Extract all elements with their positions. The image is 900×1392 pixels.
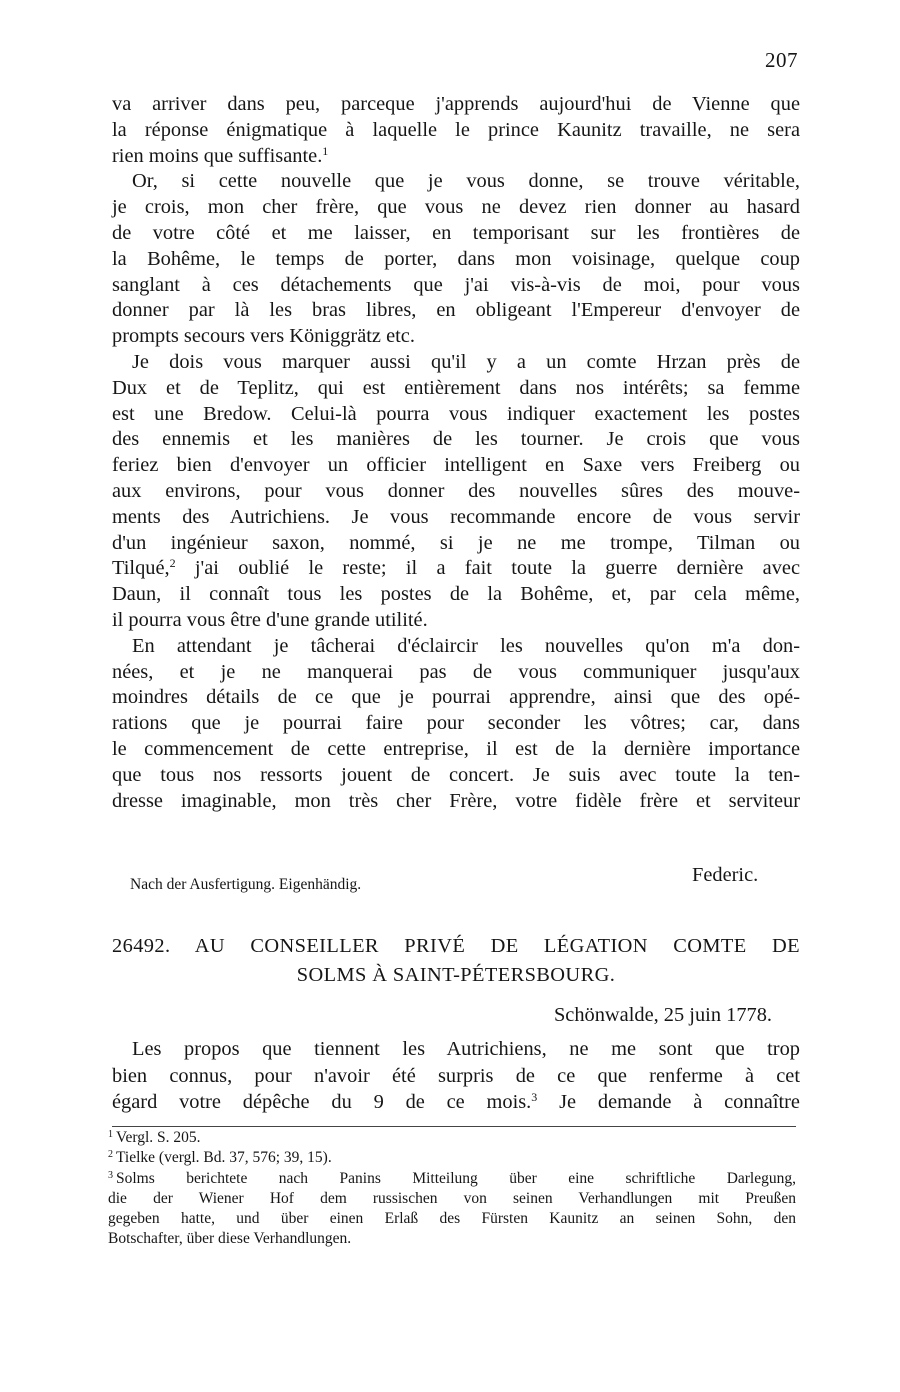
text-line <box>112 144 800 170</box>
text-line: nées, et je ne manquerai pas de vous communiquer jusqu'aux <box>112 660 800 683</box>
text-line <box>112 556 800 582</box>
footnote-ref: 3 <box>531 1090 538 1104</box>
letter-opening <box>112 1036 800 1116</box>
text-line: Daun, il connaît tous les postes de la Bohême, et, par cela même, <box>112 583 800 606</box>
footnote-continuation: die der Wiener Hof dem russischen von seinen Verhandlungen mit Preußen <box>108 1189 796 1207</box>
text-line: moindres détails de ce que je pourrai apprendre, ainsi que des opé- <box>112 686 800 709</box>
text-line: prompts secours vers Königgrätz etc. <box>112 325 415 348</box>
footnote-text: Vergl. S. 205. <box>116 1129 201 1146</box>
footnote-continuation: gegeben hatte, und über einen Erlaß des Fürsten Kaunitz an seinen Sohn, den <box>108 1210 796 1228</box>
text-line: que tous nos ressorts jouent de concert. Je suis avec toute la ten- <box>112 763 800 786</box>
footnote <box>108 1128 796 1148</box>
paragraph-4 <box>112 634 800 815</box>
heading-line: 26492. AU CONSEILLER PRIVÉ DE LÉGATION COMTE DE <box>112 935 800 957</box>
text-line: des ennemis et les manières de les tourner. Je crois que vous <box>112 428 800 451</box>
text-line: bien connus, pour n'avoir été surpris de ce que renferme à cet <box>112 1064 800 1087</box>
text-line: dresse imaginable, mon très cher Frère, votre fidèle frère et serviteur <box>112 789 800 812</box>
signature: Federic. <box>692 864 759 886</box>
page-number: 207 <box>765 48 798 72</box>
footnote-ref: 1 <box>322 143 329 158</box>
letter-body <box>112 92 800 814</box>
footnotes <box>108 1128 796 1250</box>
footnote <box>108 1169 796 1189</box>
text-line: Les propos que tiennent les Autrichiens, ne me sont que trop <box>132 1038 800 1060</box>
text-line: Je dois vous marquer aussi qu'il y a un comte Hrzan près de <box>132 350 800 373</box>
text-line: est une Bredow. Celui-là pourra vous indiquer exactement les postes <box>112 402 800 425</box>
footnote-continuation: Botschafter, über diese Verhandlungen. <box>108 1230 352 1248</box>
paragraph-1 <box>112 92 800 169</box>
footnote-ref: 2 <box>169 556 176 571</box>
text-line: Or, si cette nouvelle que je vous donne, se trouve véritable, <box>132 170 800 193</box>
text-line: sanglant à ces détachements que j'ai vis-à-vis de moi, pour vous <box>112 273 800 296</box>
text-line: la Bohême, le temps de porter, dans mon voisinage, quelque coup <box>112 247 800 270</box>
text-line: va arriver dans peu, parceque j'apprends aujourd'hui de Vienne que <box>112 93 800 115</box>
letter-heading <box>112 932 800 990</box>
source-note: Nach der Ausfertigung. Eigenhändig. <box>130 876 362 893</box>
text-line: le commencement de cette entreprise, il est de la dernière importance <box>112 737 800 760</box>
text-line: Dux et de Teplitz, qui est entièrement dans nos intérêts; sa femme <box>112 376 800 399</box>
text-line: il pourra vous être d'une grande utilité. <box>112 608 428 631</box>
paragraph-3 <box>112 350 800 634</box>
footnote-text: Tielke (vergl. Bd. 37, 576; 39, 15). <box>116 1149 332 1167</box>
dateline: Schönwalde, 25 juin 1778. <box>553 1004 772 1026</box>
footnote-mark: 3 <box>108 1169 113 1181</box>
text-line: donner par là les bras libres, en obligeant l'Empereur d'envoyer de <box>112 299 800 322</box>
text-line: feriez bien d'envoyer un officier intelligent en Saxe vers Freiberg ou <box>112 454 800 477</box>
text-line: rations que je pourrai faire pour seconder les vôtres; car, dans <box>112 712 800 735</box>
text-fragment: j'ai oublié le reste; il a fait toute la guerre dernière avec <box>175 557 800 580</box>
text-fragment: égard votre dépêche du 9 de ce mois. <box>112 1091 532 1113</box>
text-line: aux environs, pour vous donner des nouvelles sûres des mouve- <box>112 479 800 502</box>
footnote-divider <box>112 1126 796 1127</box>
text-line: En attendant je tâcherai d'éclaircir les nouvelles qu'on m'a don- <box>132 634 800 657</box>
footnote-mark: 1 <box>108 1129 113 1140</box>
heading-line: SOLMS À SAINT-PÉTERSBOURG. <box>296 964 616 986</box>
footnote-text: Solms berichtete nach Panins Mitteilung über eine schriftliche Darlegung, <box>116 1169 796 1187</box>
paragraph-2 <box>112 169 800 350</box>
text-line <box>112 1089 800 1116</box>
footnote <box>108 1148 796 1168</box>
text-fragment: rien moins que suffisante. <box>112 144 323 167</box>
text-fragment: Tilqué, <box>112 557 170 580</box>
text-fragment: Je demande à connaître <box>537 1091 800 1113</box>
text-line: je crois, mon cher frère, que vous ne devez rien donner au hasard <box>112 196 800 219</box>
footnote-mark: 2 <box>108 1149 113 1161</box>
text-line: d'un ingénieur saxon, nommé, si je ne me trompe, Tilman ou <box>112 531 800 554</box>
text-line: la réponse énigmatique à laquelle le prince Kaunitz travaille, ne sera <box>112 118 800 141</box>
text-line: de votre côté et me laisser, en temporisant sur les frontières de <box>112 221 800 244</box>
text-line: ments des Autrichiens. Je vous recommande encore de vous servir <box>112 505 800 528</box>
